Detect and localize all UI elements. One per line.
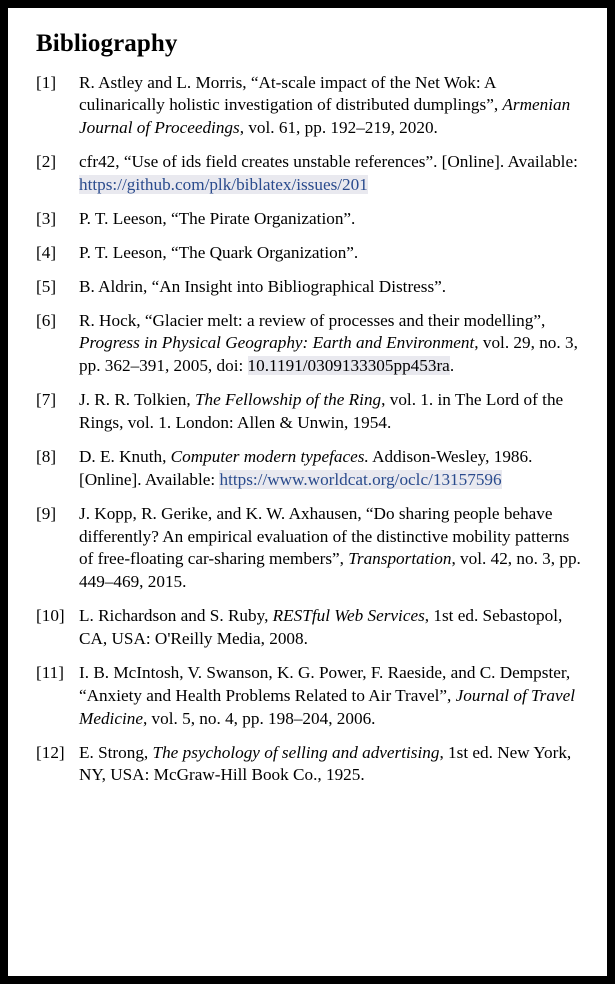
entry-number: [3] — [36, 208, 57, 228]
entry-link[interactable]: https://github.com/plk/biblatex/issues/201 — [79, 175, 368, 194]
entry-text-run: Addison-Wesley, 1986. [Online]. Available: — [79, 446, 533, 489]
entry-title-italic: The psychology of selling and advertising — [152, 742, 440, 762]
bibliography-entry — [36, 242, 585, 265]
bibliography-entry — [36, 662, 585, 731]
entry-link[interactable]: https://www.worldcat.org/oclc/13157596 — [219, 469, 502, 489]
bibliography-entry — [36, 742, 585, 788]
entry-text — [79, 446, 585, 492]
bibliography-entry — [36, 276, 585, 299]
bibliography-entry — [36, 208, 585, 231]
entry-number: [8] — [36, 446, 57, 466]
entry-number: [12] — [36, 742, 65, 762]
entry-text — [79, 662, 585, 731]
entry-title-italic: Progress in Physical Geography: Earth and Environment — [79, 333, 475, 353]
entry-text — [79, 72, 585, 141]
entry-number: [11] — [36, 662, 64, 682]
entry-text-run: J. Kopp, R. Gerike, and K. W. Axhausen, “Do sharing people behave differently? An empirical evaluation of the distinctive mobility patterns of free-floating car-sharing members”, — [79, 503, 570, 569]
entry-text-run: P. T. Leeson, “The Pirate Organization”. — [79, 208, 356, 228]
entry-title-italic: The Fellowship of the Ring — [194, 390, 382, 410]
entry-text-run: P. T. Leeson, “The Quark Organization”. — [79, 242, 359, 262]
entry-text-run: cfr42, “Use of ids field creates unstable references”. [Online]. Available: — [79, 152, 578, 172]
entry-text-run: R. Hock, “Glacier melt: a review of processes and their modelling”, — [79, 310, 546, 330]
entry-title-italic: Journal of Travel Medicine — [79, 685, 575, 728]
entry-text-run: , vol. 29, no. 3, pp. 362–391, 2005, doi: — [79, 333, 578, 376]
bibliography-entry — [36, 389, 585, 435]
entry-number: [4] — [36, 242, 57, 262]
bibliography-entry — [36, 446, 585, 492]
entry-number: [6] — [36, 310, 57, 330]
entry-text-run: I. B. McIntosh, V. Swanson, K. G. Power, F. Raeside, and C. Dempster, “Anxiety and Health Problems Related to Air Travel”, — [79, 662, 571, 705]
bibliography-entry — [36, 72, 585, 141]
entry-text-run: , vol. 61, pp. 192–219, 2020. — [239, 118, 438, 138]
entry-doi-link[interactable]: 10.1191/0309133305pp453ra — [247, 356, 450, 376]
bibliography-entry — [36, 503, 585, 595]
entry-text-run: J. R. R. Tolkien, — [79, 390, 195, 410]
entry-text — [79, 605, 585, 651]
entry-number: [2] — [36, 152, 57, 172]
entry-number: [1] — [36, 72, 57, 92]
entry-text — [79, 276, 585, 299]
entry-text-run: . — [449, 356, 455, 376]
bibliography-list — [36, 72, 585, 788]
entry-text — [79, 242, 585, 265]
entry-text-run: L. Richardson and S. Ruby, — [79, 606, 273, 626]
entry-text-run: , vol. 42, no. 3, pp. 449–469, 2015. — [79, 549, 581, 592]
entry-text — [79, 310, 585, 379]
entry-text — [79, 389, 585, 435]
entry-text-run: , 1st ed. New York, NY, USA: McGraw-Hill Book Co., 1925. — [79, 742, 572, 785]
entry-text — [79, 503, 585, 595]
bibliography-entry — [36, 310, 585, 379]
entry-text-run: , 1st ed. Sebastopol, CA, USA: O'Reilly Media, 2008. — [79, 606, 563, 648]
entry-text-run: D. E. Knuth, — [79, 446, 171, 466]
entry-number: [7] — [36, 390, 57, 410]
entry-title-italic: RESTful Web Services — [272, 606, 425, 626]
bibliography-entry — [36, 151, 585, 197]
page-title: Bibliography — [36, 30, 178, 57]
entry-text-run: R. Astley and L. Morris, “At-scale impact of the Net Wok: A culinarically holistic investigation of distributed dumplings”, — [79, 72, 503, 115]
document-page — [8, 8, 607, 976]
entry-text — [79, 151, 585, 197]
entry-title-italic: Armenian Journal of Proceedings — [79, 95, 571, 138]
entry-title-italic: Computer modern typefaces. — [170, 446, 369, 466]
entry-title-italic: Transportation — [348, 549, 452, 569]
entry-text-run: , vol. 1. in The Lord of the Rings, vol. 1. London: Allen & Unwin, 1954. — [79, 390, 564, 432]
bibliography-entry — [36, 605, 585, 651]
entry-number: [10] — [36, 606, 65, 626]
entry-number: [5] — [36, 276, 57, 296]
entry-number: [9] — [36, 503, 57, 523]
entry-text — [79, 208, 585, 231]
entry-text-run: , vol. 5, no. 4, pp. 198–204, 2006. — [142, 708, 376, 728]
entry-text-run: B. Aldrin, “An Insight into Bibliographical Distress”. — [79, 276, 447, 296]
entry-text-run: E. Strong, — [79, 742, 153, 762]
entry-text — [79, 742, 585, 788]
